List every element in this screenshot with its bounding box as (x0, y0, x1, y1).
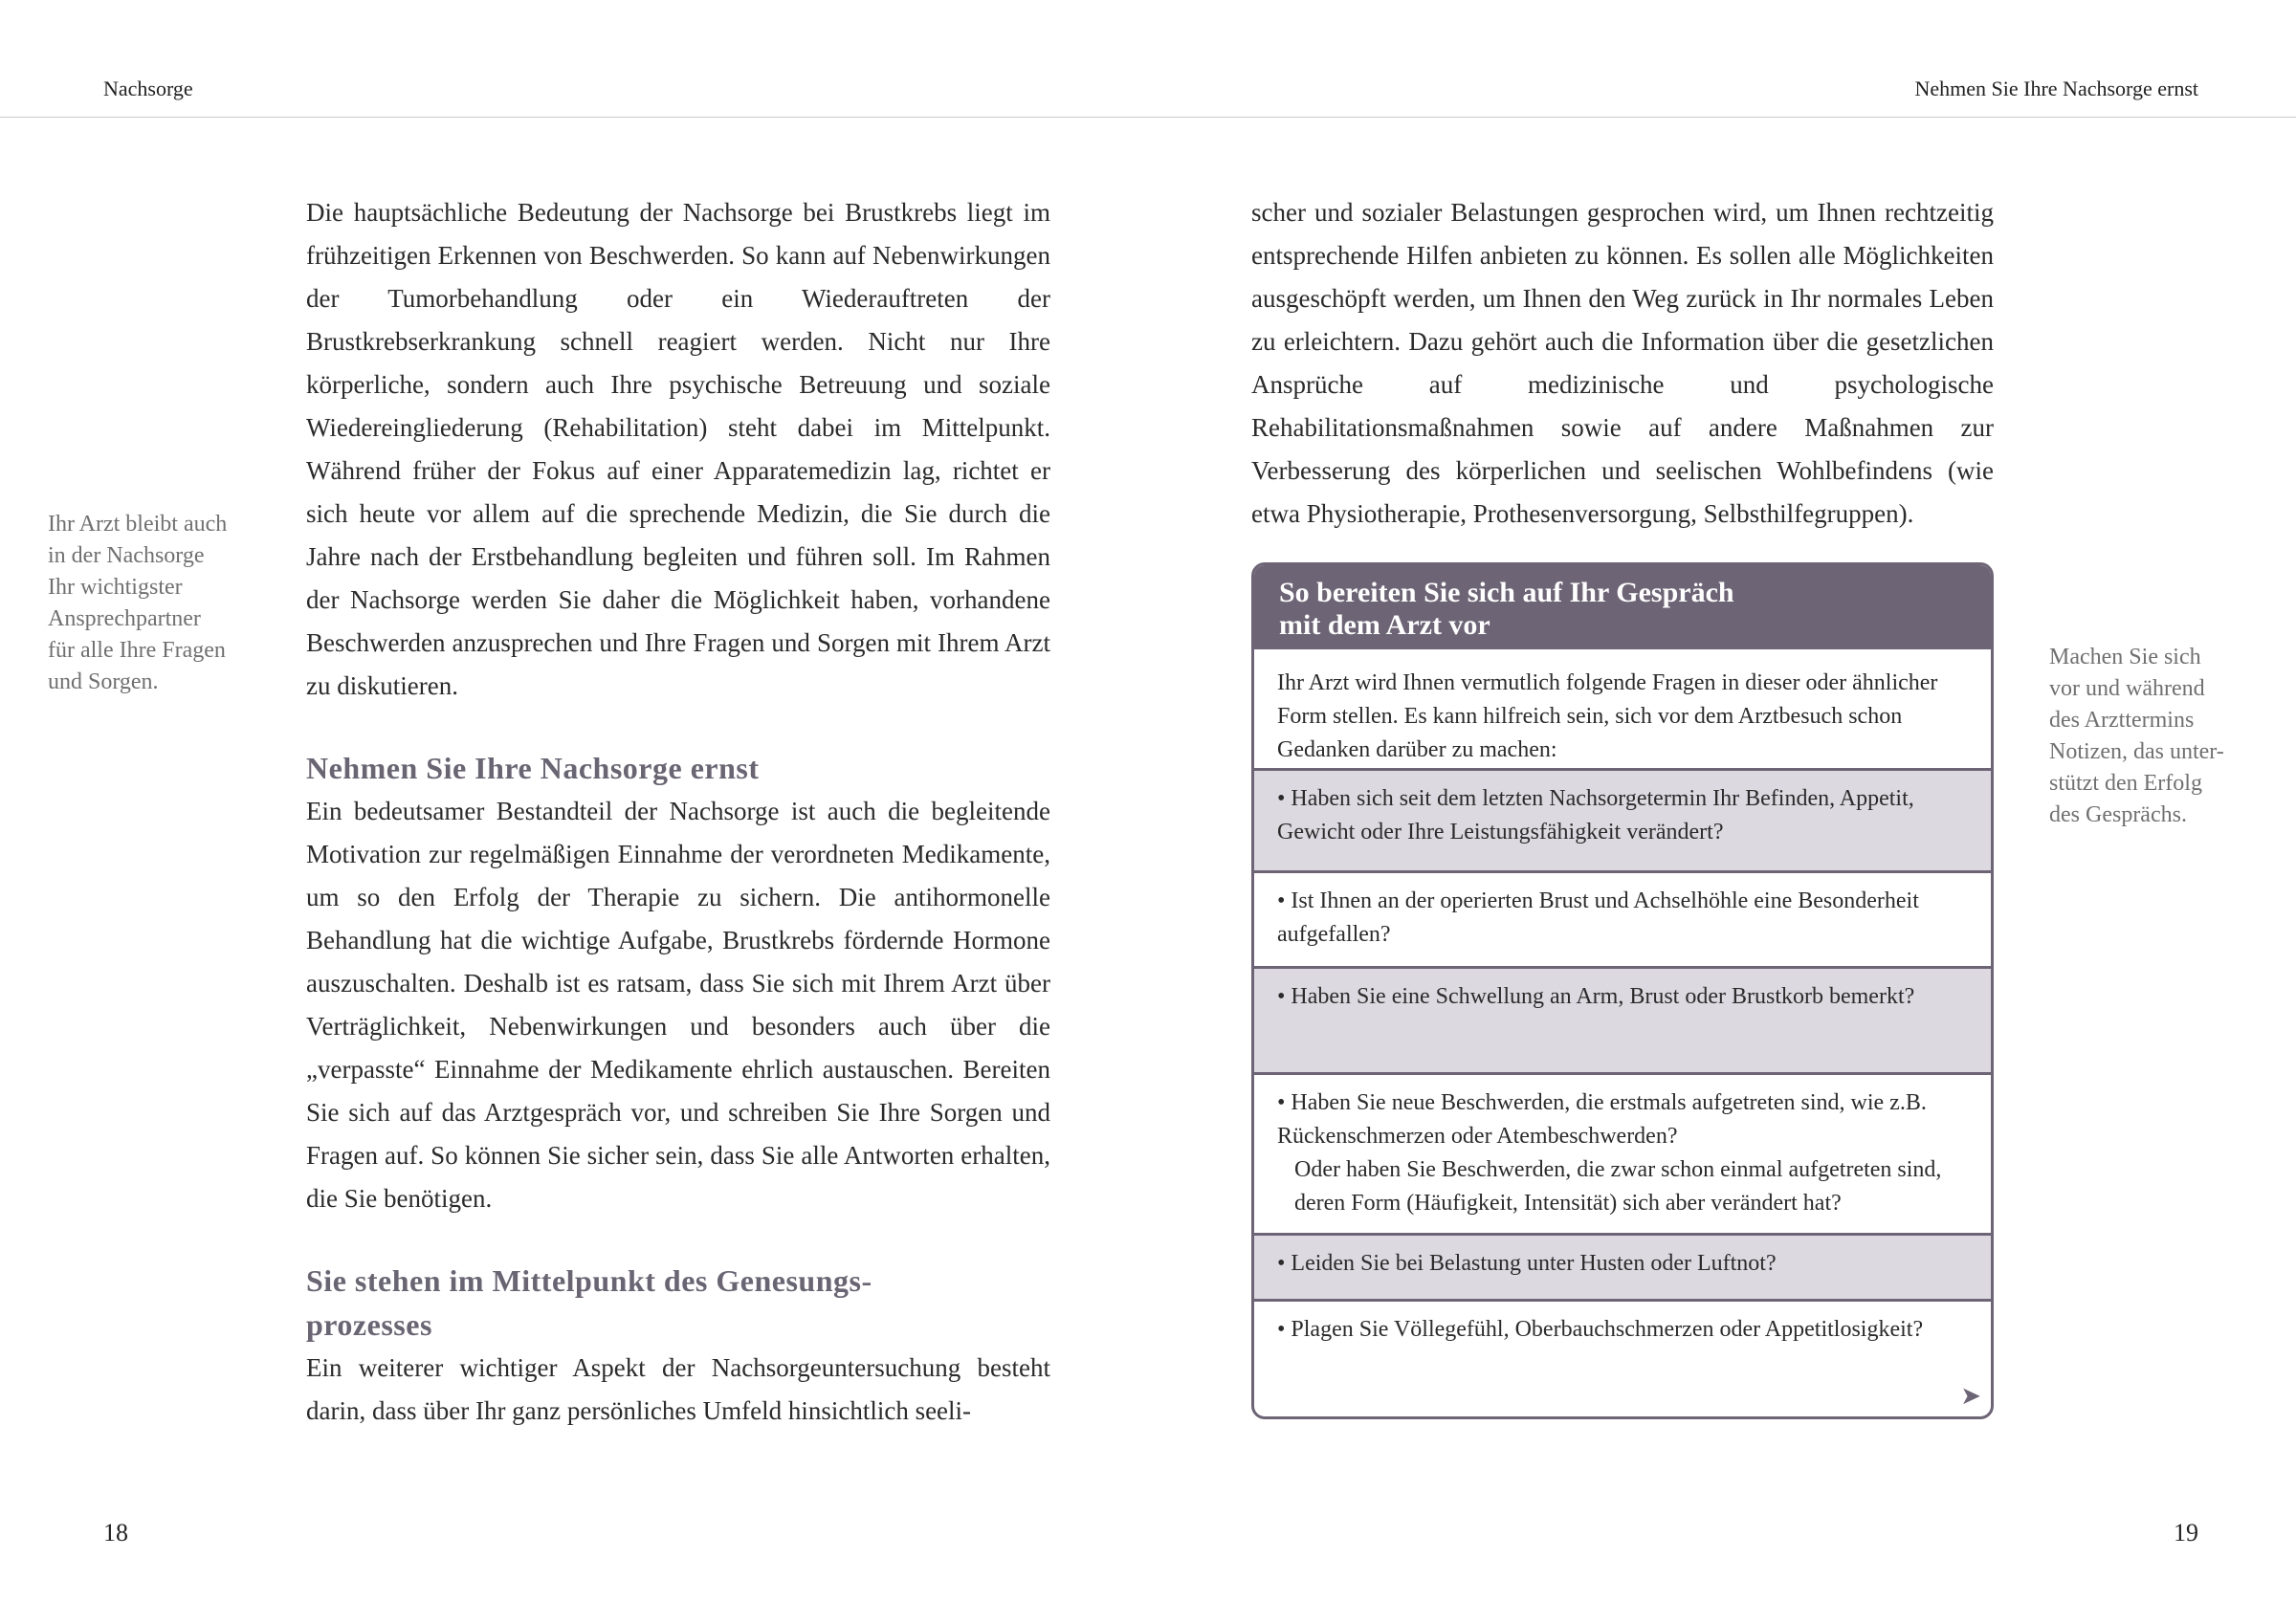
header-rule (0, 117, 2296, 118)
page-number-left: 18 (103, 1519, 128, 1546)
margin-note-line: stützt den Erfolg (2049, 771, 2202, 796)
section-heading-line: Sie stehen im Mittelpunkt des Genesungs- (306, 1263, 872, 1298)
question-item: • Haben sich seit dem letzten Nachsorgetermin Ihr Befinden, Appetit, Gewicht oder Ihre Leistungsfähigkeit verändert? (1254, 771, 1991, 873)
section-heading (306, 1259, 1050, 1347)
margin-note-line: vor und während (2049, 676, 2205, 701)
question-item (1254, 1075, 1991, 1236)
box-title-line: mit dem Arzt vor (1279, 609, 1490, 641)
running-header-right: Nehmen Sie Ihre Nachsorge ernst (1914, 77, 2198, 100)
margin-note-line: des Gesprächs. (2049, 802, 2187, 827)
page-number-right: 19 (2174, 1519, 2198, 1546)
preparation-box (1251, 562, 1994, 1419)
margin-note-left (48, 509, 268, 698)
margin-note-line: in der Nachsorge (48, 543, 205, 568)
left-text-column (306, 191, 1050, 1433)
section-paragraph: Ein bedeutsamer Bestandteil der Nachsorge ist auch die begleitende Motivation zur regelmäßigen Einnahme der verordneten Medikamente, um so den Erfolg der Therapie zu sichern. Die antihormonelle Behandlung hat die wichtige Aufgabe, Brustkrebs fördernde Hormone auszuschalten. Deshalb ist es ratsam, dass Sie sich mit Ihrem Arzt über Verträglichkeit, Nebenwirkungen und besonders auch über die „verpasste“ Einnahme der Medikamente ehrlich austauschen. Bereiten Sie sich auf das Arztgespräch vor, und schreiben Sie Ihre Sorgen und Fragen auf. So können Sie sicher sein, dass Sie alle Antworten erhalten, die Sie benötigen. (306, 797, 1050, 1213)
continued-paragraph: scher und sozialer Belastungen gesprochen wird, um Ihnen rechtzeitig entsprechende Hilfen anbieten zu können. Es sollen alle Möglichkeiten ausgeschöpft werden, um Ihnen den Weg zurück in Ihr normales Leben zu erleichtern. Dazu gehört auch die Information über die gesetzlichen Ansprüche auf medizinische und psychologische Rehabilitationsmaßnahmen sowie auf andere Maßnahmen zur Verbesserung des körperlichen und seelischen Wohlbefindens (wie etwa Physiotherapie, Prothesenversorgung, Selbsthilfegruppen). (1251, 198, 1994, 528)
margin-note-right (2049, 642, 2269, 831)
section-heading-line: prozesses (306, 1307, 432, 1342)
margin-note-line: Ansprechpartner (48, 606, 201, 631)
margin-note-line: Machen Sie sich (2049, 645, 2201, 669)
margin-note-line: Ihr wichtigster (48, 575, 183, 600)
margin-note-line: Ihr Arzt bleibt auch (48, 512, 228, 537)
continue-arrow-icon: ➤ (1960, 1382, 1981, 1410)
box-intro: Ihr Arzt wird Ihnen vermutlich folgende Fragen in dieser oder ähnlicher Form stellen. Es kann hilfreich sein, sich vor dem Arztbesuch schon Gedanken darüber zu machen: (1254, 649, 1991, 771)
margin-note-line: des Arzttermins (2049, 708, 2195, 733)
intro-paragraph: Die hauptsächliche Bedeutung der Nachsorge bei Brustkrebs liegt im frühzeitigen Erkennen von Beschwerden. So kann auf Nebenwirkungen der Tumorbehandlung oder ein Wiederauftreten der Brustkrebserkrankung schnell reagiert werden. Nicht nur Ihre körperliche, sondern auch Ihre psychische Betreuung und soziale Wiedereingliederung (Rehabilitation) steht dabei im Mittelpunkt. Während früher der Fokus auf einer Apparatemedizin lag, richtet er sich heute vor allem auf die sprechende Medizin, die Sie durch die Jahre nach der Erstbehandlung begleiten und führen soll. Im Rahmen der Nachsorge werden Sie daher die Möglichkeit haben, vorhandene Beschwerden anzusprechen und Ihre Fragen und Sorgen mit Ihrem Arzt zu diskutieren. (306, 198, 1050, 700)
question-text: Oder haben Sie Beschwerden, die zwar schon einmal aufgetreten sind, deren Form (Häufigkeit, Intensität) sich aber verändert hat? (1294, 1157, 1942, 1216)
question-item: • Plagen Sie Völlegefühl, Oberbauchschmerzen oder Appetitlosigkeit? (1277, 1317, 1924, 1342)
question-item: • Haben Sie eine Schwellung an Arm, Brust oder Brustkorb bemerkt? (1254, 969, 1991, 1075)
box-title (1254, 565, 1991, 649)
running-header-left: Nachsorge (103, 77, 193, 100)
right-text-column (1251, 191, 1994, 536)
box-title-line: So bereiten Sie sich auf Ihr Gespräch (1279, 577, 1734, 608)
margin-note-line: und Sorgen. (48, 669, 159, 694)
section-heading: Nehmen Sie Ihre Nachsorge ernst (306, 751, 760, 785)
margin-note-line: für alle Ihre Fragen (48, 638, 226, 663)
section-paragraph: Ein weiterer wichtiger Aspekt der Nachsorgeuntersuchung besteht darin, dass über Ihr ganz persönliches Umfeld hinsichtlich seeli- (306, 1353, 1050, 1425)
question-item: • Ist Ihnen an der operierten Brust und Achselhöhle eine Besonderheit aufgefallen? (1254, 873, 1991, 969)
margin-note-line: Notizen, das unter- (2049, 739, 2224, 764)
question-text: • Haben Sie neue Beschwerden, die erstmals aufgetreten sind, wie z.B. Rückenschmerzen oder Atembeschwerden? (1277, 1090, 1927, 1149)
question-item: • Leiden Sie bei Belastung unter Husten oder Luftnot? (1254, 1236, 1991, 1302)
